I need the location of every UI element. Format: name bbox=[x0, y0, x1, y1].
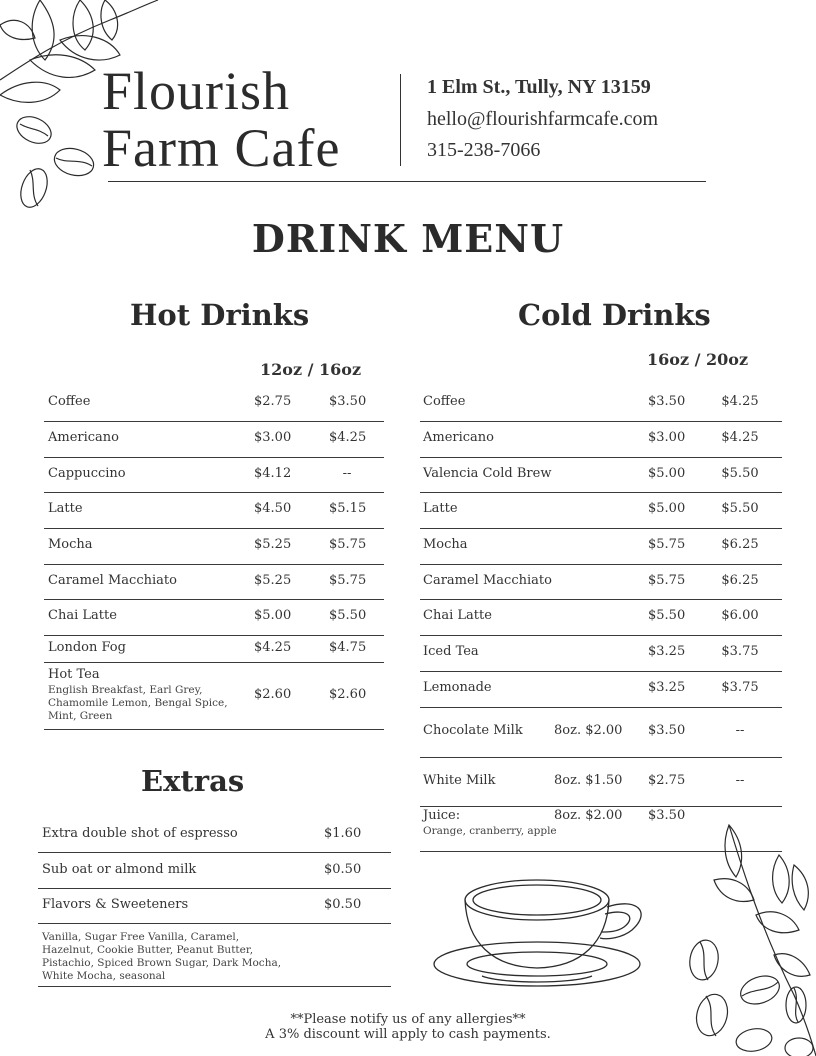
coffee-cup-icon bbox=[432, 872, 648, 1002]
price-large: $5.50 bbox=[721, 501, 759, 516]
extra-price: $0.50 bbox=[324, 897, 362, 912]
phone: 315-238-7066 bbox=[427, 139, 541, 161]
extra-name: Sub oat or almond milk bbox=[42, 862, 197, 877]
drink-name: Coffee bbox=[48, 394, 91, 409]
drink-name: Hot Tea bbox=[48, 667, 100, 682]
hot-drink-row bbox=[44, 564, 384, 600]
price-small: $3.50 bbox=[648, 808, 686, 823]
price-small: $3.25 bbox=[648, 644, 686, 659]
cold-drink-row bbox=[420, 564, 782, 600]
hot-drinks-title: Hot Drinks bbox=[130, 298, 310, 332]
small-size-price: 8oz. $2.00 bbox=[554, 723, 623, 738]
price-large: $3.75 bbox=[721, 680, 759, 695]
hot-drink-row bbox=[44, 662, 384, 730]
price-large: $5.50 bbox=[721, 465, 759, 481]
extras-bottom-rule bbox=[38, 986, 391, 987]
drink-name: Cappuccino bbox=[48, 465, 126, 481]
drink-name: Valencia Cold Brew bbox=[423, 465, 552, 481]
small-size-price: 8oz. $1.50 bbox=[554, 772, 623, 788]
drink-name: Juice: bbox=[423, 808, 461, 823]
cold-drink-row bbox=[420, 599, 782, 636]
price-large: $5.15 bbox=[329, 501, 367, 516]
hot-sizes-header: 12oz / 16oz bbox=[260, 360, 362, 379]
hot-drink-row bbox=[44, 421, 384, 458]
cold-sizes-header: 16oz / 20oz bbox=[647, 350, 749, 369]
price-small: $5.00 bbox=[254, 608, 292, 623]
drink-name: Latte bbox=[48, 501, 83, 516]
price-small: $5.25 bbox=[254, 537, 292, 552]
price-small: $5.75 bbox=[648, 572, 686, 588]
price-large: $6.25 bbox=[721, 537, 759, 552]
drink-options: Orange, cranberry, apple bbox=[423, 825, 557, 837]
hot-drink-row bbox=[44, 528, 384, 565]
price-small: $4.25 bbox=[254, 639, 292, 655]
extra-row bbox=[38, 853, 391, 889]
drink-name: Latte bbox=[423, 501, 458, 516]
drink-name: Caramel Macchiato bbox=[48, 572, 177, 588]
extras-title: Extras bbox=[141, 764, 245, 798]
price-small: $5.50 bbox=[648, 608, 686, 623]
extra-row bbox=[38, 888, 391, 924]
drink-name: Mocha bbox=[423, 537, 468, 552]
cafe-name-line2: Farm Cafe bbox=[102, 118, 341, 178]
extra-name: Flavors & Sweeteners bbox=[42, 897, 189, 912]
drink-name: Americano bbox=[48, 430, 120, 445]
price-small: $2.75 bbox=[254, 394, 292, 409]
cold-drink-row bbox=[420, 635, 782, 672]
header-rule bbox=[108, 181, 706, 182]
price-large: $5.75 bbox=[329, 572, 367, 588]
price-large: $6.00 bbox=[721, 608, 759, 623]
coffee-bean-icon bbox=[12, 112, 102, 212]
price-small: $3.50 bbox=[648, 723, 686, 738]
price-large: $5.75 bbox=[329, 537, 367, 552]
cold-drink-row bbox=[420, 492, 782, 529]
hot-drink-row bbox=[44, 492, 384, 529]
hot-drink-row bbox=[44, 457, 384, 493]
small-size-price: 8oz. $2.00 bbox=[554, 808, 623, 823]
price-small: $3.25 bbox=[648, 680, 686, 695]
cash-discount-note: A 3% discount will apply to cash payments. bbox=[265, 1027, 551, 1042]
drink-name: White Milk bbox=[423, 772, 496, 788]
price-small: $4.12 bbox=[254, 465, 292, 481]
cold-drink-row bbox=[420, 528, 782, 565]
price-large: $4.25 bbox=[329, 430, 367, 445]
drink-name: Lemonade bbox=[423, 680, 492, 695]
hot-drink-row bbox=[44, 385, 384, 422]
cold-drink-row bbox=[420, 757, 782, 807]
price-small: $5.75 bbox=[648, 537, 686, 552]
price-small: $5.00 bbox=[648, 465, 686, 481]
cold-drink-row bbox=[420, 385, 782, 422]
price-large: $3.75 bbox=[721, 644, 759, 659]
drink-name: Mocha bbox=[48, 537, 93, 552]
extra-price: $0.50 bbox=[324, 862, 362, 877]
price-large: -- bbox=[342, 465, 352, 481]
cold-drink-row bbox=[420, 421, 782, 458]
price-large: $2.60 bbox=[329, 686, 367, 702]
drink-name: London Fog bbox=[48, 639, 126, 655]
price-large: $4.25 bbox=[721, 394, 759, 409]
allergy-note: **Please notify us of any allergies** bbox=[290, 1012, 526, 1027]
price-large: -- bbox=[735, 723, 745, 738]
cafe-name-line1: Flourish bbox=[102, 61, 291, 121]
price-large: $5.50 bbox=[329, 608, 367, 623]
address: 1 Elm St., Tully, NY 13159 bbox=[427, 76, 651, 98]
price-small: $2.75 bbox=[648, 772, 686, 788]
drink-name: Chai Latte bbox=[48, 608, 117, 623]
drink-name: Americano bbox=[423, 430, 495, 445]
price-large: $6.25 bbox=[721, 572, 759, 588]
price-small: $2.60 bbox=[254, 686, 292, 702]
price-large: $4.25 bbox=[721, 430, 759, 445]
extra-row bbox=[38, 817, 391, 853]
cold-drink-row bbox=[420, 457, 782, 493]
header-divider bbox=[400, 74, 401, 166]
price-large: $3.50 bbox=[329, 394, 367, 409]
drink-name: Chocolate Milk bbox=[423, 723, 523, 738]
price-small: $4.50 bbox=[254, 501, 292, 516]
price-small: $3.00 bbox=[648, 430, 686, 445]
drink-name: Chai Latte bbox=[423, 608, 492, 623]
drink-name: Iced Tea bbox=[423, 644, 479, 659]
extra-price: $1.60 bbox=[324, 826, 362, 841]
price-large: -- bbox=[735, 772, 745, 788]
price-large: $4.75 bbox=[329, 639, 367, 655]
hot-drink-row bbox=[44, 635, 384, 663]
hot-drink-row bbox=[44, 599, 384, 636]
email: hello@flourishfarmcafe.com bbox=[427, 108, 659, 130]
price-small: $3.50 bbox=[648, 394, 686, 409]
cold-drinks-title: Cold Drinks bbox=[518, 298, 711, 332]
extra-name: Extra double shot of espresso bbox=[42, 826, 238, 841]
cold-drink-row bbox=[420, 671, 782, 708]
price-small: $5.25 bbox=[254, 572, 292, 588]
price-small: $3.00 bbox=[254, 430, 292, 445]
cold-drink-row bbox=[420, 707, 782, 758]
price-small: $5.00 bbox=[648, 501, 686, 516]
menu-title: DRINK MENU bbox=[251, 216, 565, 261]
drink-options: English Breakfast, Earl Grey, Chamomile Lemon, Bengal Spice, Mint, Green bbox=[48, 684, 228, 722]
drink-name: Caramel Macchiato bbox=[423, 572, 552, 588]
flavors-list: Vanilla, Sugar Free Vanilla, Caramel, Hazelnut, Cookie Butter, Peanut Butter, Pistachio, Spiced Brown Sugar, Dark Mocha, White Mocha, seasonal bbox=[42, 931, 282, 982]
drink-name: Coffee bbox=[423, 394, 466, 409]
